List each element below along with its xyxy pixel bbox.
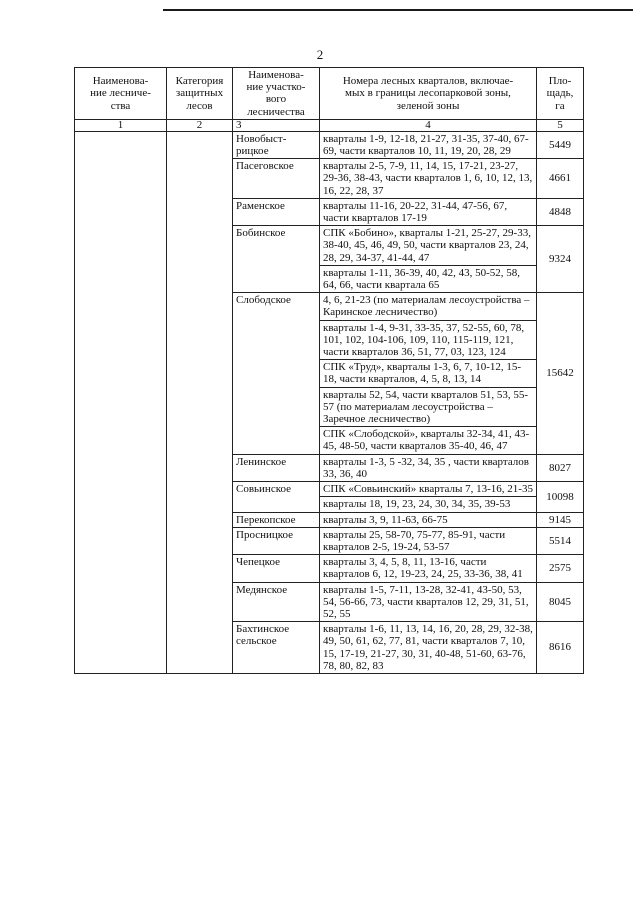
quarter-numbers: 4, 6, 21-23 (по материалам лесоустройства – Каринское лесничество)	[320, 293, 537, 320]
area-value: 5514	[537, 527, 584, 554]
quarter-numbers: кварталы 25, 58-70, 75-77, 85-91, части кварталов 2-5, 19-24, 53-57	[320, 527, 537, 554]
area-value: 4661	[537, 159, 584, 199]
local-forestry-name: Новобыст- рицкое	[233, 131, 320, 158]
header-protective-category: Категория защитных лесов	[167, 68, 233, 120]
top-rule	[163, 9, 633, 11]
header-local-forestry: Наименова- ние участко- вого лесничества	[233, 68, 320, 120]
area-value: 10098	[537, 482, 584, 512]
quarter-numbers: кварталы 11-16, 20-22, 31-44, 47-56, 67, части кварталов 17-19	[320, 198, 537, 225]
quarter-numbers: кварталы 2-5, 7-9, 11, 14, 15, 17-21, 23-27, 29-36, 38-43, части кварталов 1, 6, 10, 12, 13, 16, 22, 28, 37	[320, 159, 537, 199]
quarter-numbers: кварталы 1-6, 11, 13, 14, 16, 20, 28, 29, 32-38, 49, 50, 61, 62, 77, 81, части кварталов 7, 10, 15, 17-19, 21-27, 30, 31, 40-48, 51-60, 63-76, 78, 80, 82, 83	[320, 622, 537, 674]
quarter-numbers: СПК «Труд», кварталы 1-3, 6, 7, 10-12, 15-18, части кварталов, 4, 5, 8, 13, 14	[320, 360, 537, 387]
local-forestry-name: Бахтинское сельское	[233, 622, 320, 674]
quarter-numbers: кварталы 1-11, 36-39, 40, 42, 43, 50-52, 58, 64, 66, части квартала 65	[320, 265, 537, 292]
local-forestry-name: Совьинское	[233, 482, 320, 512]
local-forestry-name: Пасеговское	[233, 159, 320, 199]
area-value: 9145	[537, 512, 584, 527]
area-value: 8045	[537, 582, 584, 622]
quarter-numbers: СПК «Совьинский» кварталы 7, 13-16, 21-35	[320, 482, 537, 497]
header-row	[75, 68, 584, 120]
quarter-numbers: кварталы 1-3, 5 -32, 34, 35 , части кварталов 33, 36, 40	[320, 454, 537, 481]
local-forestry-name: Перекопское	[233, 512, 320, 527]
column-number-row	[75, 119, 584, 131]
quarter-numbers: СПК «Слободской», кварталы 32-34, 41, 43-45, 48-50, части кварталов 35-40, 46, 47	[320, 427, 537, 454]
header-forestry-district: Наименова- ние лесниче- ства	[75, 68, 167, 120]
area-value: 2575	[537, 555, 584, 582]
table-row	[75, 131, 584, 158]
quarter-numbers: кварталы 1-5, 7-11, 13-28, 32-41, 43-50, 53, 54, 56-66, 73, части кварталов 12, 29, 31, 51, 52, 55	[320, 582, 537, 622]
quarter-numbers: кварталы 1-9, 12-18, 21-27, 31-35, 37-40, 67-69, части кварталов 10, 11, 19, 20, 28, 29	[320, 131, 537, 158]
area-value: 15642	[537, 293, 584, 454]
quarter-numbers: СПК «Бобино», кварталы 1-21, 25-27, 29-33, 38-40, 45, 46, 49, 50, части кварталов 23, 24, 28, 29, 34-37, 41-44, 47	[320, 226, 537, 266]
local-forestry-name: Ленинское	[233, 454, 320, 481]
forestry-district-cell	[75, 131, 167, 673]
quarter-numbers: кварталы 18, 19, 23, 24, 30, 34, 35, 39-53	[320, 497, 537, 512]
column-number: 4	[320, 119, 537, 131]
protective-category-cell	[167, 131, 233, 673]
quarter-numbers: кварталы 3, 4, 5, 8, 11, 13-16, части кварталов 6, 12, 19-23, 24, 25, 33-36, 38, 41	[320, 555, 537, 582]
area-value: 9324	[537, 226, 584, 293]
column-number: 3	[233, 119, 320, 131]
forest-quarters-table	[74, 67, 584, 674]
area-value: 8616	[537, 622, 584, 674]
column-number: 5	[537, 119, 584, 131]
quarter-numbers: кварталы 52, 54, части кварталов 51, 53, 55-57 (по материалам лесоустройства – Заречное лесничество)	[320, 387, 537, 427]
local-forestry-name: Слободское	[233, 293, 320, 454]
quarter-numbers: кварталы 3, 9, 11-63, 66-75	[320, 512, 537, 527]
local-forestry-name: Раменское	[233, 198, 320, 225]
local-forestry-name: Чепецкое	[233, 555, 320, 582]
page-number: 2	[316, 47, 324, 62]
column-number: 2	[167, 119, 233, 131]
header-quarter-numbers: Номера лесных кварталов, включае- мых в границы лесопарковой зоны, зеленой зоны	[320, 68, 537, 120]
local-forestry-name: Медянское	[233, 582, 320, 622]
column-number: 1	[75, 119, 167, 131]
area-value: 8027	[537, 454, 584, 481]
area-value: 4848	[537, 198, 584, 225]
local-forestry-name: Просницкое	[233, 527, 320, 554]
header-area: Пло- щадь, га	[537, 68, 584, 120]
quarter-numbers: кварталы 1-4, 9-31, 33-35, 37, 52-55, 60, 78, 101, 102, 104-106, 109, 110, 115-119, 121, части кварталов 36, 51, 77, 03, 123, 124	[320, 320, 537, 360]
area-value: 5449	[537, 131, 584, 158]
local-forestry-name: Бобинское	[233, 226, 320, 293]
